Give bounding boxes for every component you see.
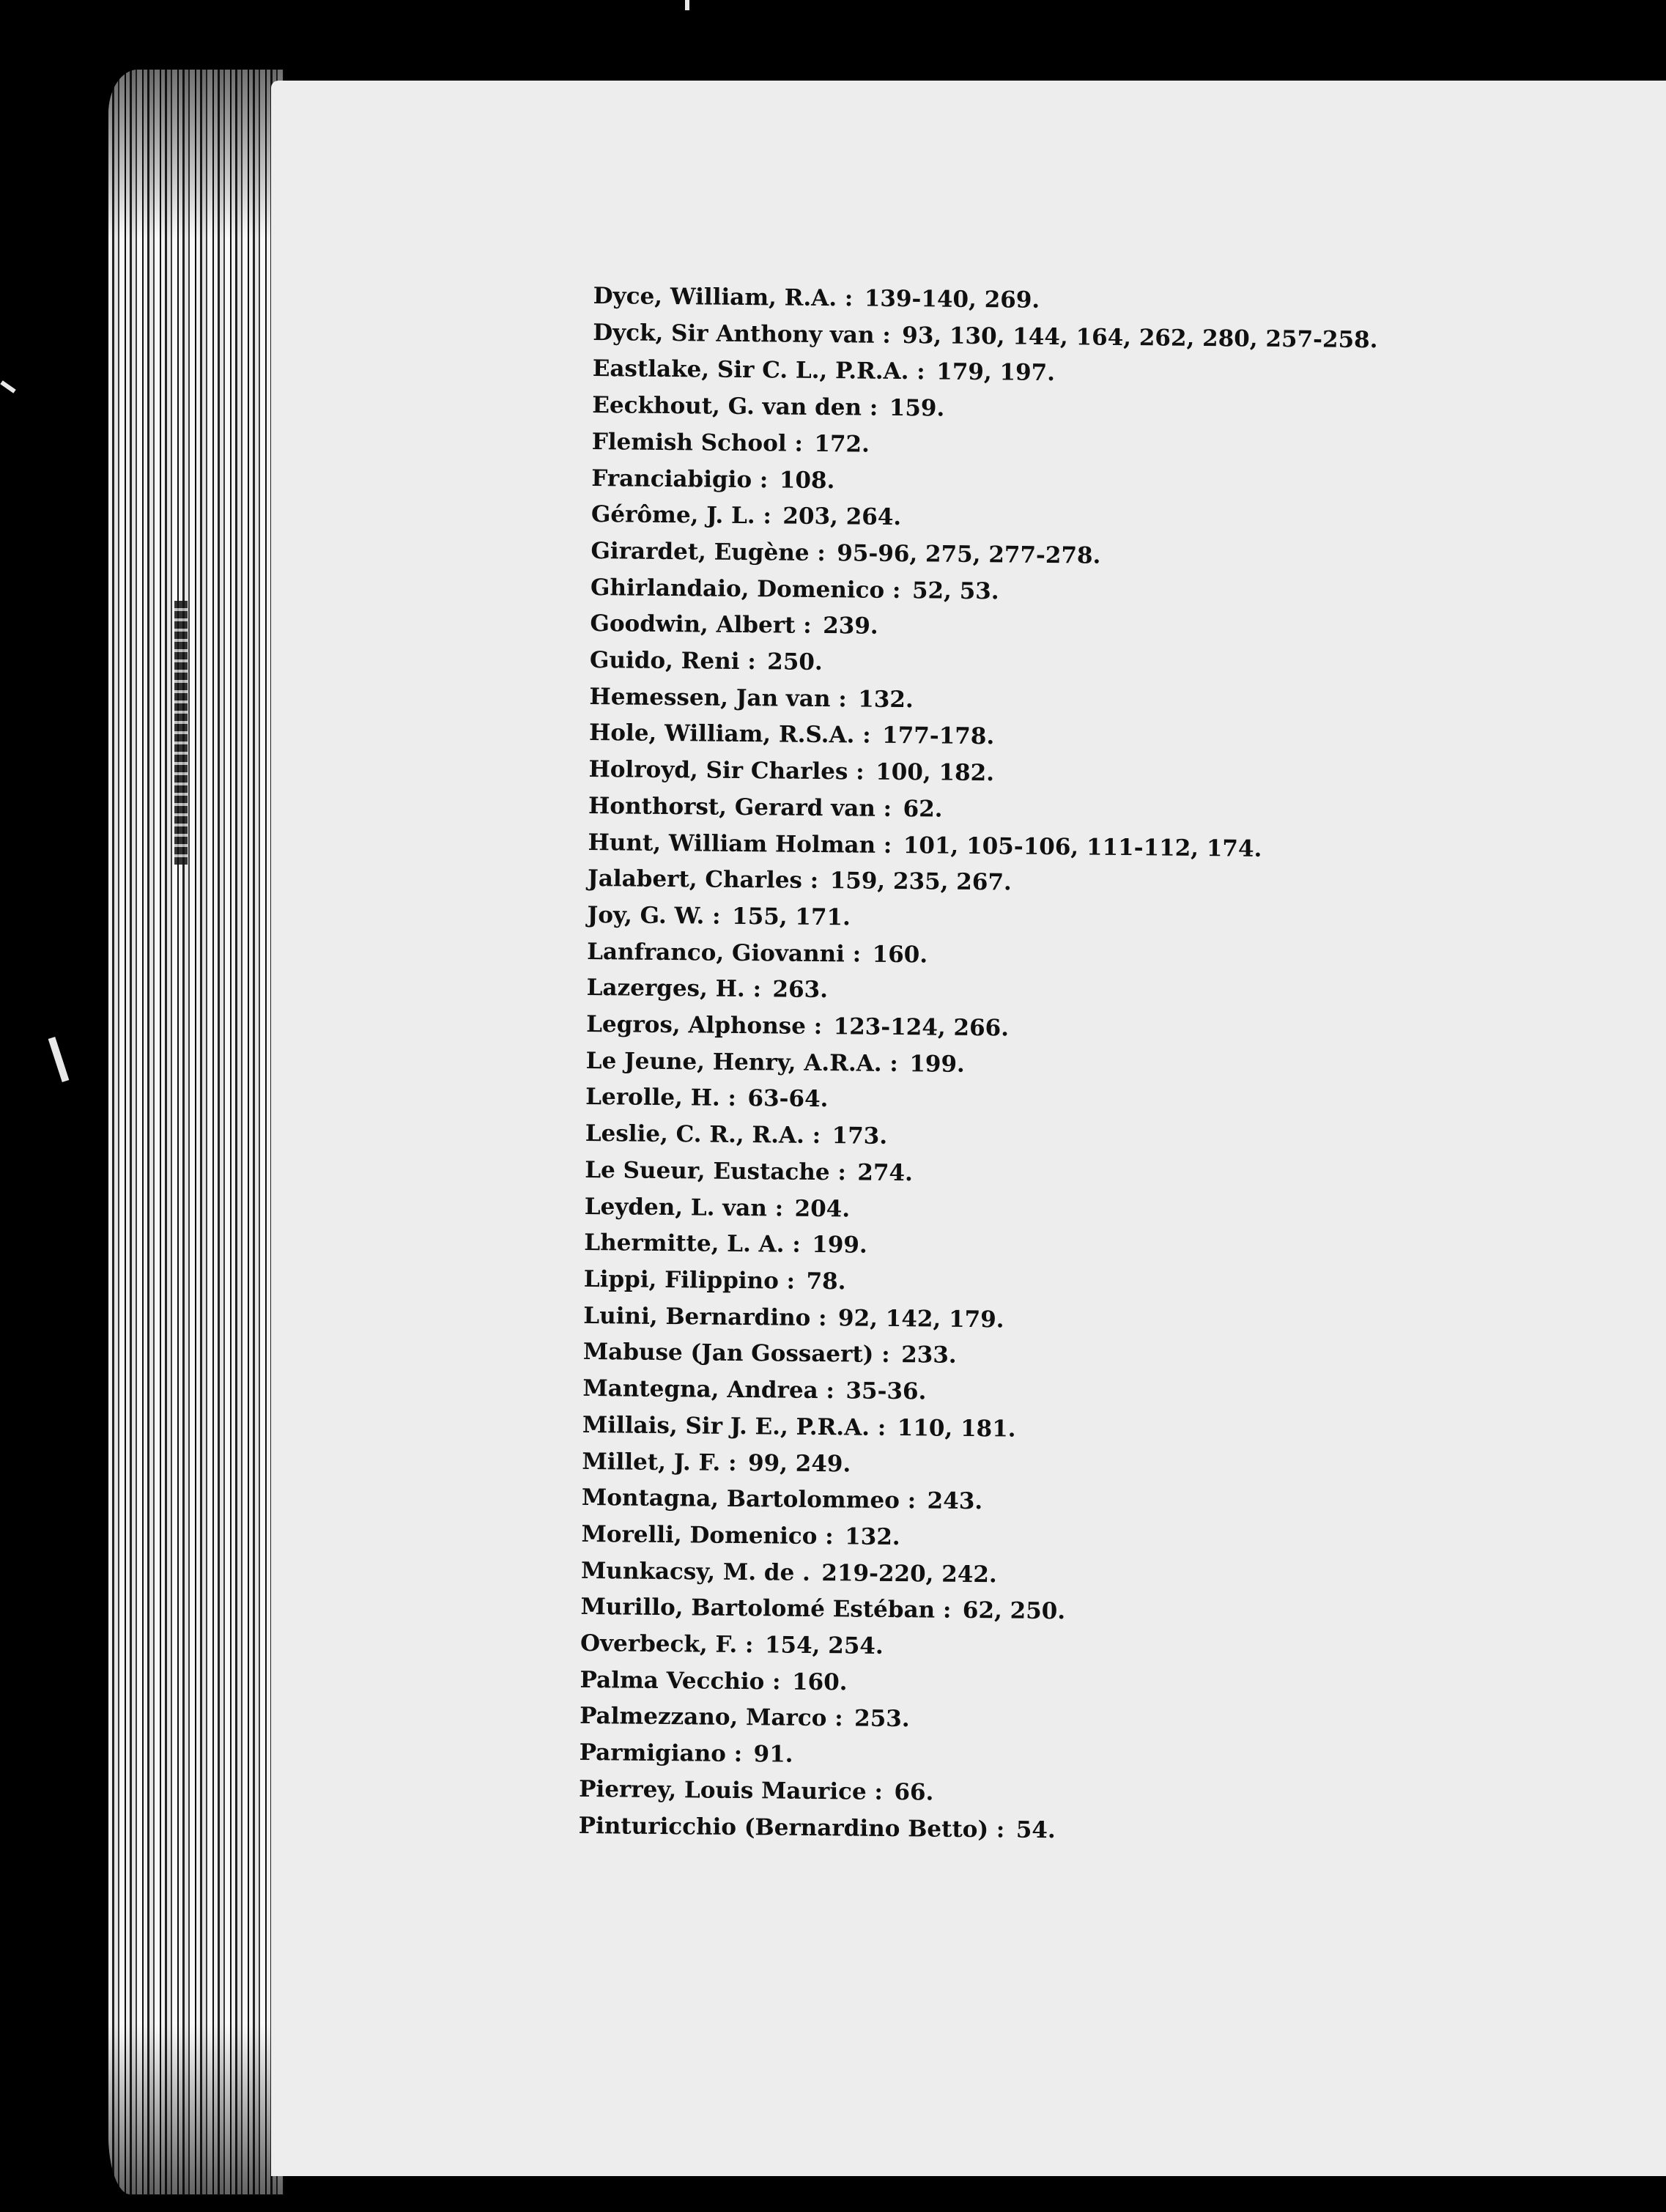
entry-separator — [756, 648, 768, 675]
entry-separator — [803, 431, 815, 457]
entry-name: Lanfranco, Giovanni : — [587, 938, 862, 968]
entry-separator — [768, 467, 780, 493]
entry-pages: 203, 264. — [782, 503, 902, 531]
entry-pages: 54. — [1015, 1816, 1056, 1843]
entry-pages: 92, 142, 179. — [837, 1304, 1004, 1334]
entry-pages: 204. — [794, 1195, 851, 1222]
entry-pages: 159. — [889, 394, 945, 422]
entry-pages: 78. — [806, 1268, 846, 1295]
entry-pages: 139-140, 269. — [864, 285, 1040, 314]
book-page-edges — [108, 70, 284, 2194]
entry-name: Millet, J. F. : — [582, 1448, 737, 1476]
entry-pages: 159, 235, 267. — [829, 868, 1012, 896]
entry-pages: 123-124, 266. — [833, 1013, 1010, 1042]
entry-pages: 160. — [791, 1668, 848, 1696]
entry-name: Dyck, Sir Anthony van : — [593, 319, 891, 349]
entry-pages: 95-96, 275, 277-278. — [837, 540, 1101, 569]
entry-name: Lippi, Filippino : — [583, 1265, 796, 1295]
entry-pages: 63-64. — [747, 1085, 829, 1113]
entry-name: Goodwin, Albert : — [590, 610, 812, 640]
entry-separator — [925, 359, 937, 385]
entry-separator — [822, 1013, 834, 1040]
entry-name: Lazerges, H. : — [586, 974, 762, 1003]
entry-name: Lhermitte, L. A. : — [584, 1229, 801, 1259]
entry-pages: 172. — [814, 430, 870, 458]
entry-separator — [900, 577, 912, 604]
entry-separator — [780, 1668, 792, 1695]
entry-name: Jalabert, Charles : — [587, 865, 819, 895]
entry-name: Pierrey, Louis Maurice : — [579, 1775, 884, 1805]
entry-separator — [853, 285, 865, 311]
entry-separator — [753, 1632, 765, 1658]
entry-name: Palmezzano, Marco : — [579, 1703, 843, 1732]
index-list — [578, 278, 1378, 1852]
entry-separator — [736, 1085, 748, 1111]
entry-separator — [861, 941, 873, 967]
entry-pages: 239. — [823, 613, 878, 640]
entry-pages: 177-178. — [881, 722, 995, 750]
entry-name: Girardet, Eugène : — [590, 537, 826, 566]
entry-name: Mabuse (Jan Gossaert) : — [582, 1339, 890, 1369]
entry-pages: 132. — [845, 1523, 900, 1551]
entry-separator — [892, 796, 903, 822]
entry-pages: 233. — [901, 1342, 957, 1369]
entry-separator — [865, 759, 876, 785]
entry-separator — [812, 613, 823, 639]
margin-mark — [0, 380, 15, 393]
entry-name: Flemish School : — [591, 428, 804, 457]
entry-name: Franciabigio : — [591, 465, 769, 493]
entry-pages: 263. — [772, 976, 829, 1004]
entry-name: Eastlake, Sir C. L., P.R.A. : — [592, 355, 925, 385]
entry-separator — [890, 1342, 902, 1368]
entry-separator — [834, 1523, 845, 1550]
entry-name: Joy, G. W. : — [587, 901, 721, 930]
entry-name: Hunt, William Holman : — [588, 829, 892, 859]
entry-pages: 199. — [909, 1050, 966, 1078]
entry-separator — [742, 1741, 754, 1767]
entry-separator — [834, 1377, 846, 1404]
entry-separator — [761, 977, 773, 1003]
entry-separator — [771, 503, 783, 530]
entry-pages: 274. — [857, 1159, 914, 1187]
entry-pages: 110, 181. — [897, 1414, 1016, 1443]
entry-name: Montagna, Bartolommeo : — [581, 1484, 917, 1514]
entry-name: Murillo, Bartolomé Estéban : — [580, 1594, 952, 1624]
entry-separator — [846, 1159, 858, 1185]
entry-pages: 100, 182. — [875, 758, 995, 787]
entry-separator — [821, 1122, 832, 1149]
entry-name: Holroyd, Sir Charles : — [588, 756, 865, 785]
entry-name: Hole, William, R.S.A. : — [588, 720, 871, 750]
entry-separator — [870, 722, 882, 749]
entry-pages: 52, 53. — [911, 577, 999, 604]
entry-pages: 62, 250. — [962, 1597, 1066, 1625]
entry-separator — [720, 903, 732, 930]
entry-name: Honthorst, Gerard van : — [588, 792, 892, 822]
entry-name: Pinturicchio (Bernardino Betto) : — [578, 1812, 1005, 1843]
entry-name: Munkacsy, M. de . — [580, 1557, 811, 1586]
entry-pages: 35-36. — [845, 1377, 927, 1405]
entry-separator — [886, 1415, 897, 1441]
entry-name: Hemessen, Jan van : — [589, 683, 847, 713]
entry-name: Eeckhout, G. van den : — [592, 392, 878, 421]
entry-separator — [826, 540, 837, 566]
entry-name: Luini, Bernardino : — [583, 1302, 827, 1331]
entry-name: Mantegna, Andrea : — [582, 1375, 835, 1405]
entry-pages: 154, 254. — [764, 1632, 884, 1660]
entry-separator — [736, 1449, 748, 1476]
entry-separator — [818, 868, 830, 894]
entry-pages: 155, 171. — [731, 903, 851, 931]
entry-name: Legros, Alphonse : — [586, 1011, 823, 1040]
margin-mark — [685, 0, 689, 10]
entry-pages: 243. — [927, 1487, 983, 1515]
entry-pages: 91. — [753, 1741, 793, 1768]
margin-mark — [48, 1037, 70, 1082]
entry-name: Leyden, L. van : — [584, 1193, 784, 1222]
spine-mark — [174, 601, 188, 865]
entry-name: Parmigiano : — [579, 1739, 743, 1768]
entry-separator — [847, 686, 859, 712]
entry-separator — [783, 1195, 795, 1221]
entry-pages: 173. — [832, 1122, 888, 1150]
entry-name: Ghirlandaio, Domenico : — [590, 574, 901, 604]
entry-pages: 62. — [903, 795, 943, 823]
entry-separator — [892, 832, 903, 858]
entry-pages: 99, 249. — [747, 1449, 851, 1477]
entry-name: Guido, Reni : — [589, 647, 756, 676]
entry-pages: 101, 105-106, 111-112, 174. — [903, 832, 1262, 862]
entry-pages: 160. — [872, 941, 928, 969]
entry-separator — [810, 1560, 822, 1586]
entry-separator — [826, 1305, 838, 1331]
entry-pages: 132. — [858, 686, 914, 713]
entry-separator — [883, 1779, 895, 1805]
entry-pages: 66. — [894, 1778, 934, 1806]
entry-pages: 253. — [854, 1705, 910, 1733]
entry-name: Morelli, Domenico : — [581, 1520, 834, 1550]
entry-separator — [1004, 1816, 1016, 1843]
entry-pages: 93, 130, 144, 164, 262, 280, 257-258. — [902, 322, 1378, 353]
entry-name: Dyce, William, R.A. : — [593, 282, 854, 312]
entry-pages: 219-220, 242. — [821, 1559, 997, 1588]
entry-separator — [878, 395, 889, 421]
entry-separator — [891, 322, 903, 349]
entry-pages: 199. — [812, 1232, 867, 1259]
entry-pages: 250. — [767, 648, 823, 676]
entry-separator — [951, 1597, 963, 1624]
entry-pages: 179, 197. — [936, 358, 1056, 387]
entry-separator — [898, 1051, 910, 1077]
entry-separator — [916, 1488, 928, 1514]
entry-name: Overbeck, F. : — [580, 1630, 754, 1659]
entry-name: Palma Vecchio : — [580, 1666, 781, 1695]
entry-name: Le Jeune, Henry, A.R.A. : — [585, 1047, 898, 1077]
entry-separator — [801, 1232, 812, 1258]
entry-name: Le Sueur, Eustache : — [585, 1156, 847, 1186]
entry-separator — [843, 1706, 854, 1732]
entry-name: Lerolle, H. : — [585, 1084, 737, 1112]
entry-separator — [795, 1268, 807, 1295]
entry-name: Gérôme, J. L. : — [590, 501, 772, 530]
index-entry — [578, 1808, 1363, 1852]
entry-pages: 108. — [779, 466, 835, 494]
entry-name: Millais, Sir J. E., P.R.A. : — [582, 1411, 886, 1441]
entry-name: Leslie, C. R., R.A. : — [585, 1120, 821, 1150]
